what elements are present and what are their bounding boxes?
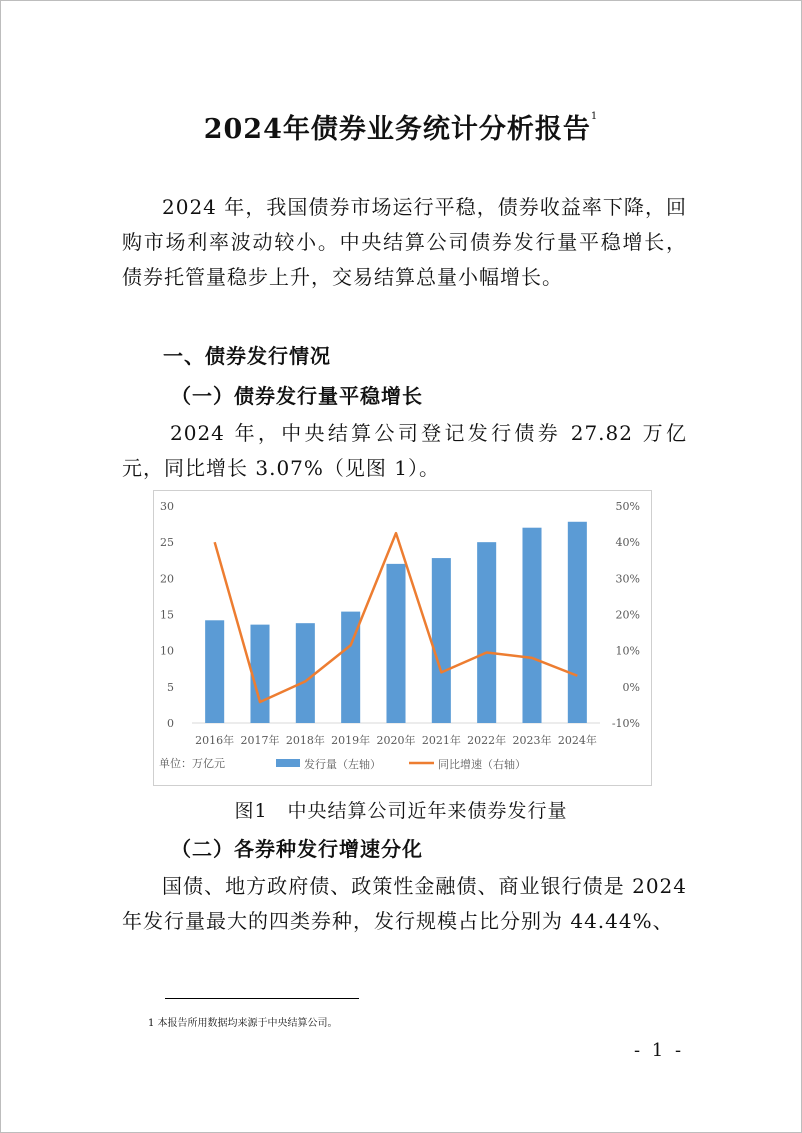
legend-line-label: 同比增速（右轴）: [438, 758, 526, 771]
legend-bar-swatch: [276, 759, 300, 767]
subsection-heading-1: （一）债券发行量平稳增长: [171, 384, 423, 408]
title-footnote-mark: 1: [590, 111, 599, 122]
x-tick-label: 2017年: [240, 734, 280, 747]
left-tick-label: 15: [160, 608, 174, 622]
section-heading-1: 一、债券发行情况: [163, 344, 331, 368]
right-tick-label: 30%: [615, 572, 640, 586]
left-tick-label: 30: [160, 500, 174, 513]
footnote: 1 本报告所用数据均来源于中央结算公司。: [148, 1018, 338, 1029]
intro-paragraph: 2024 年，我国债券市场运行平稳，债券收益率下降，回购市场利率波动较小。中央结算公司债券发行量平稳增长，债券托管量稳步上升，交易结算总量小幅增长。: [122, 195, 687, 289]
left-tick-label: 25: [160, 536, 174, 550]
bar: [386, 564, 405, 723]
page-title: 2024年债券业务统计分析报告$^1$: [203, 111, 599, 145]
bar: [522, 528, 541, 723]
bar: [432, 558, 451, 723]
x-tick-label: 2022年: [467, 734, 507, 747]
subsection-heading-2: （二）各券种发行增速分化: [171, 837, 423, 861]
x-tick-label: 2023年: [512, 734, 552, 747]
chart-svg: [154, 491, 651, 785]
bar: [296, 623, 315, 723]
right-tick-label: 20%: [615, 608, 640, 622]
bar: [477, 542, 496, 723]
right-tick-label: -10%: [611, 717, 640, 730]
left-tick-label: 5: [167, 680, 174, 694]
right-tick-label: 40%: [615, 536, 640, 550]
x-tick-label: 2016年: [195, 734, 235, 747]
bar: [250, 625, 269, 723]
left-tick-label: 10: [160, 644, 174, 658]
unit-label: 单位：万亿元: [159, 757, 225, 770]
right-tick-label: 10%: [615, 644, 640, 658]
bar: [568, 522, 587, 723]
x-tick-label: 2019年: [331, 734, 371, 747]
page-number: - 1 -: [634, 1040, 685, 1061]
x-tick-label: 2021年: [421, 734, 461, 747]
issuance-chart: [153, 490, 652, 786]
x-tick-label: 2024年: [557, 734, 597, 747]
left-tick-label: 0: [167, 717, 174, 730]
legend-bar-label: 发行量（左轴）: [304, 758, 381, 771]
right-tick-label: 50%: [615, 500, 640, 513]
bar: [205, 620, 224, 723]
left-tick-label: 20: [160, 572, 174, 586]
x-tick-label: 2020年: [376, 734, 416, 747]
bond-type-paragraph: 国债、地方政府债、政策性金融债、商业银行债是 2024 年发行量最大的四类券种，发行规模占比分别为 44.44%、: [122, 874, 687, 933]
right-tick-label: 0%: [622, 680, 640, 694]
footnote-rule: [165, 998, 359, 999]
issuance-paragraph: 2024 年，中央结算公司登记发行债券 27.82 万亿元，同比增长 3.07%（见图 1）。: [122, 421, 687, 480]
x-tick-label: 2018年: [285, 734, 325, 747]
figure-caption: 图1 中央结算公司近年来债券发行量: [234, 800, 568, 822]
